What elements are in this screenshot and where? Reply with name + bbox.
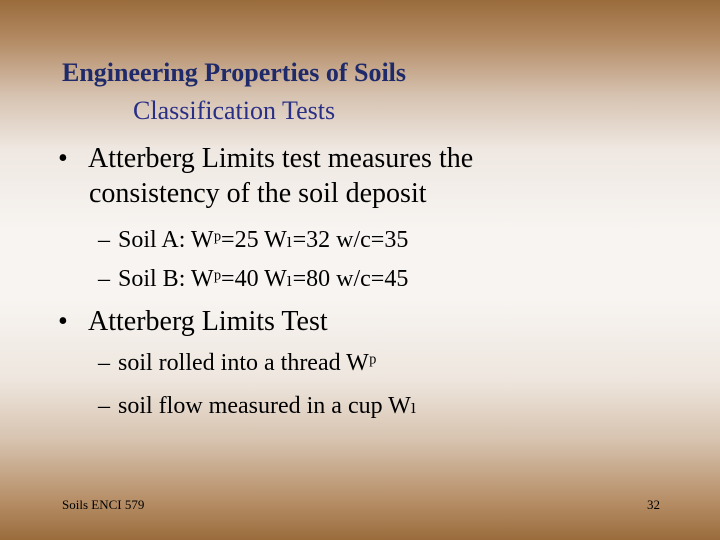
slide-title: Engineering Properties of Soils [62, 58, 407, 87]
subitem-soil-rolled [98, 350, 376, 377]
page-number: 32 [647, 497, 660, 512]
subitem-soil-b [98, 264, 408, 293]
subitem-text: Soil A: Wᵖ=25 Wₗ=32 w/c=35 [118, 227, 409, 253]
bullet-text: Atterberg Limits test measures the [88, 143, 474, 174]
footer-course-label: Soils ENCI 579 [62, 497, 145, 512]
subitem-text: soil flow measured in a cup Wₗ [118, 393, 417, 419]
subitem-soil-flow [98, 391, 417, 420]
subitem-marker: – [98, 350, 110, 376]
subitem-soil-a [98, 225, 408, 254]
slide-subtitle: Classification Tests [133, 96, 336, 125]
subitem-marker: – [98, 266, 110, 292]
subitem-marker: – [98, 393, 110, 419]
subitem-text: Soil B: Wᵖ=40 Wₗ=80 w/c=45 [118, 266, 409, 292]
subitem-text: soil rolled into a thread Wᵖ [118, 350, 377, 376]
bullet-text: Atterberg Limits Test [88, 306, 328, 337]
bullet-marker: • [58, 306, 68, 337]
subitem-marker: – [98, 227, 110, 253]
bullet-text-continuation: consistency of the soil deposit [89, 178, 427, 209]
bullet-atterberg-limits-test [58, 306, 328, 338]
bullet-marker: • [58, 143, 68, 174]
bullet-atterberg-limits-measures [58, 143, 473, 175]
